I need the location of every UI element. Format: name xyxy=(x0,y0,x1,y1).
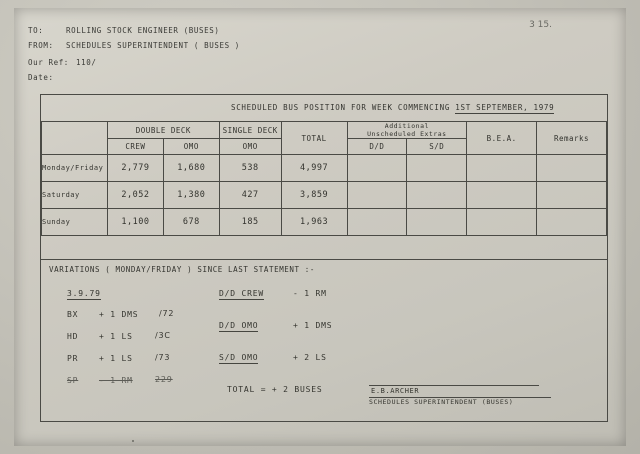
title-week: 1ST SEPTEMBER, 1979 xyxy=(455,103,555,112)
variation-note-sp: 229 xyxy=(155,375,173,384)
cell-sun-dd-crew: 1,100 xyxy=(107,209,163,236)
cell-sun-sd-omo: 185 xyxy=(219,209,281,236)
bus-position-table xyxy=(41,121,607,236)
cell-sun-extra-sd xyxy=(407,209,467,236)
header-bea: B.E.A. xyxy=(467,122,537,155)
cell-sat-remarks xyxy=(537,182,607,209)
cell-sun-dd-omo: 678 xyxy=(163,209,219,236)
variation-label-dd-crew: D/D CREW xyxy=(219,289,264,298)
title-prefix: SCHEDULED BUS POSITION FOR WEEK COMMENCING xyxy=(231,103,451,112)
cell-sat-extra-dd xyxy=(347,182,407,209)
statement-title xyxy=(231,103,554,112)
variation-code-hd: HD xyxy=(67,332,79,341)
cell-mf-extra-sd xyxy=(407,155,467,182)
cell-mf-dd-omo: 1,680 xyxy=(163,155,219,182)
cell-mf-extra-dd xyxy=(347,155,407,182)
cell-sat-sd-omo: 427 xyxy=(219,182,281,209)
corner-annotation: 3 15. xyxy=(529,20,552,30)
ref-label: Our Ref: xyxy=(28,58,69,67)
cell-mf-sd-omo: 538 xyxy=(219,155,281,182)
header-remarks: Remarks xyxy=(537,122,607,155)
variation-change-sp: - 1 RM xyxy=(99,376,133,385)
cell-sun-extra-dd xyxy=(347,209,407,236)
variation-code-pr: PR xyxy=(67,354,79,363)
cell-sat-dd-crew: 2,052 xyxy=(107,182,163,209)
cell-sat-dd-omo: 1,380 xyxy=(163,182,219,209)
subheader-dd-crew: CREW xyxy=(107,139,163,155)
cell-sun-remarks xyxy=(537,209,607,236)
to-label: TO: xyxy=(28,26,44,35)
signature-role: SCHEDULES SUPERINTENDENT (BUSES) xyxy=(369,398,514,406)
to-value: ROLLING STOCK ENGINEER (BUSES) xyxy=(66,26,220,35)
row-label-monday-friday: Monday/Friday xyxy=(42,155,108,182)
date-label: Date: xyxy=(28,73,54,82)
title-row xyxy=(41,95,607,121)
row-label-saturday: Saturday xyxy=(42,182,108,209)
subheader-sd-omo: OMO xyxy=(219,139,281,155)
variation-note-bx: /72 xyxy=(159,309,175,318)
subheader-extra-dd: D/D xyxy=(347,139,407,155)
variations-heading: VARIATIONS ( MONDAY/FRIDAY ) SINCE LAST STATEMENT :- xyxy=(49,265,315,274)
variation-change-dd-omo: + 1 DMS xyxy=(293,321,333,330)
subheader-extra-sd: S/D xyxy=(407,139,467,155)
cell-sun-bea xyxy=(467,209,537,236)
variation-change-sd-omo: + 2 LS xyxy=(293,353,327,362)
header-total: TOTAL xyxy=(281,122,347,155)
cell-sat-total: 3,859 xyxy=(281,182,347,209)
memo-paper xyxy=(14,8,626,446)
from-label: FROM: xyxy=(28,41,54,50)
variation-note-pr: /73 xyxy=(155,353,171,362)
table-row xyxy=(42,209,607,236)
variation-note-hd: /3C xyxy=(155,331,171,340)
cell-mf-total: 4,997 xyxy=(281,155,347,182)
header-single-deck: SINGLE DECK xyxy=(219,122,281,139)
variations-divider xyxy=(41,259,607,260)
signature-name: E.B.ARCHER xyxy=(371,387,420,395)
cell-sat-bea xyxy=(467,182,537,209)
header-additional-extras: Additional Unscheduled Extras xyxy=(347,122,467,139)
variations-total: TOTAL = + 2 BUSES xyxy=(227,385,323,394)
header-double-deck: DOUBLE DECK xyxy=(107,122,219,139)
ref-value: 110/ xyxy=(76,58,97,67)
variation-code-bx: BX xyxy=(67,310,79,319)
from-value: SCHEDULES SUPERINTENDENT ( BUSES ) xyxy=(66,41,240,50)
subheader-dd-omo: OMO xyxy=(163,139,219,155)
cell-sun-total: 1,963 xyxy=(281,209,347,236)
cell-sat-extra-sd xyxy=(407,182,467,209)
variations-date: 3.9.79 xyxy=(67,289,101,298)
signature-rule-top xyxy=(369,385,539,386)
variation-change-pr: + 1 LS xyxy=(99,354,133,363)
paper-mark xyxy=(132,440,134,442)
statement-box xyxy=(40,94,608,422)
variation-label-sd-omo: S/D OMO xyxy=(219,353,259,362)
cell-mf-bea xyxy=(467,155,537,182)
row-label-sunday: Sunday xyxy=(42,209,108,236)
variation-change-hd: + 1 LS xyxy=(99,332,133,341)
cell-mf-remarks xyxy=(537,155,607,182)
table-group-header-row xyxy=(42,122,607,139)
table-row xyxy=(42,182,607,209)
cell-blank-corner xyxy=(42,122,108,155)
variation-change-dd-crew: - 1 RM xyxy=(293,289,327,298)
table-row xyxy=(42,155,607,182)
variation-code-sp: SP xyxy=(67,376,79,385)
variation-change-bx: + 1 DMS xyxy=(99,310,139,319)
variation-label-dd-omo: D/D OMO xyxy=(219,321,259,330)
cell-mf-dd-crew: 2,779 xyxy=(107,155,163,182)
